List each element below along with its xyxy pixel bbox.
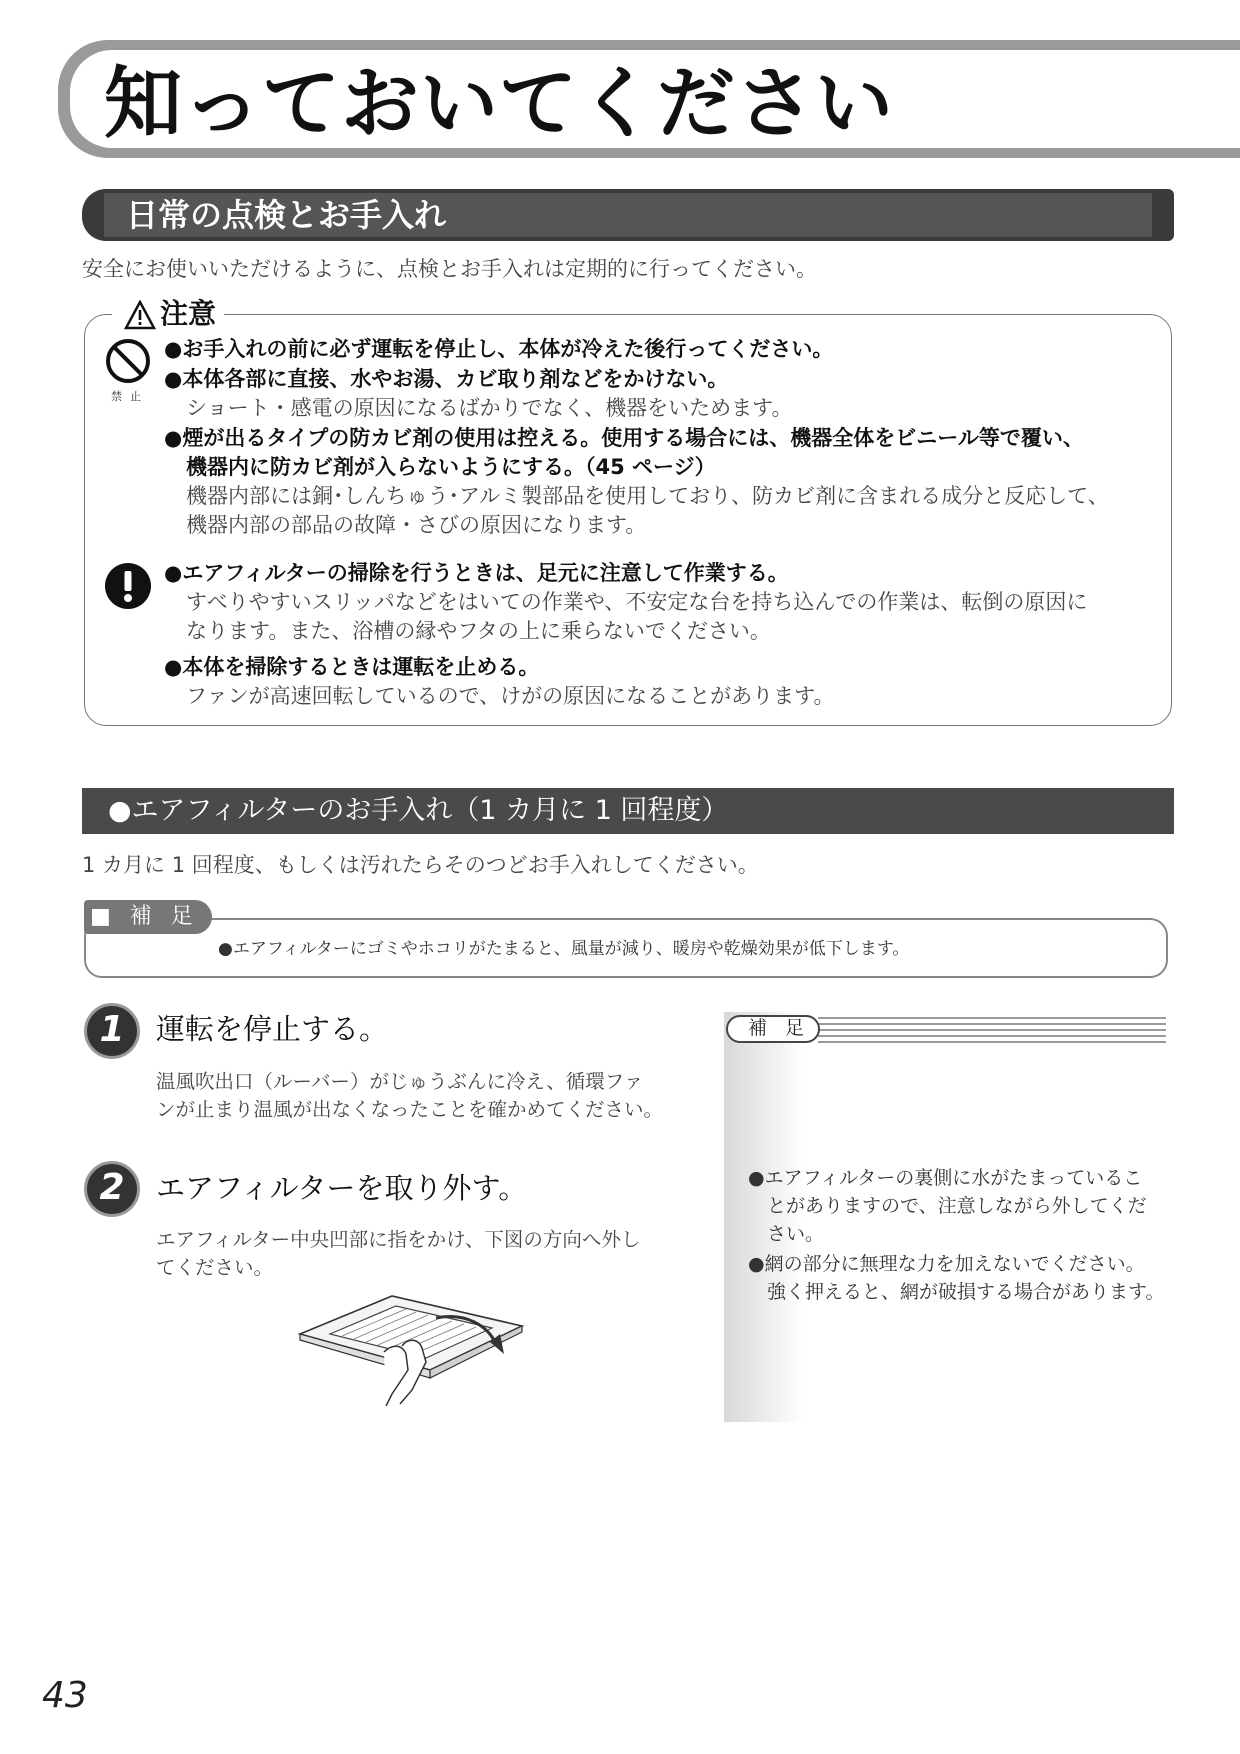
step-2-line-2: てください。	[156, 1256, 274, 1279]
page-number: 43	[42, 1675, 88, 1716]
step-1-number: 1	[84, 1003, 140, 1059]
supplement-label: ■ 補 足	[90, 904, 199, 929]
prohibit-icon-caption: 禁止	[111, 390, 149, 403]
section-intro: 安全にお使いいただけるように、点検とお手入れは定期的に行ってください。	[82, 257, 817, 281]
mandatory-exclamation-icon	[104, 562, 152, 610]
prohibit-icon	[105, 338, 151, 384]
caution-item-2-detail: ショート・感電の原因になるばかりでなく、機器をいためます。	[186, 396, 793, 420]
step-1-title: 運転を停止する。	[156, 1012, 389, 1046]
step-2-line-1: エアフィルター中央凹部に指をかけ、下図の方向へ外し	[156, 1228, 641, 1251]
supplement-text: ●エアフィルターにゴミやホコリがたまると、風量が減り、暖房や乾燥効果が低下します。	[218, 939, 910, 959]
caution-item-3-line2: 機器内に防カビ剤が入らないようにする。（45 ページ）	[186, 455, 716, 479]
side-note-decor-lines	[818, 1017, 1166, 1043]
side-note-line-1: ●エアフィルターの裏側に水がたまっているこ	[748, 1167, 1143, 1189]
side-note-line-2: とがありますので、注意しながら外してくだ	[748, 1195, 1147, 1217]
subsection-title: ●エアフィルターのお手入れ（1 カ月に 1 回程度）	[108, 795, 729, 826]
caution-item-3-detail-2: 機器内部の部品の故障・さびの原因になります。	[186, 513, 647, 537]
caution-item-1: ●お手入れの前に必ず運転を停止し、本体が冷えた後行ってください。	[164, 337, 834, 361]
step-1-line-2: ンが止まり温風が出なくなったことを確かめてください。	[156, 1098, 664, 1121]
step-2-number: 2	[84, 1161, 140, 1217]
caution-label: 注意	[160, 297, 217, 330]
caution-item-4: ●エアフィルターの掃除を行うときは、足元に注意して作業する。	[164, 561, 789, 585]
caution-item-4-detail-2: なります。また、浴槽の縁やフタの上に乗らないでください。	[186, 619, 771, 643]
filter-removal-illustration	[296, 1282, 526, 1406]
caution-item-3: ●煙が出るタイプの防カビ剤の使用は控える。使用する場合には、機器全体をビニール等で覆い、	[164, 426, 1084, 450]
side-note-line-3: さい。	[748, 1223, 825, 1245]
side-note-line-4: ●網の部分に無理な力を加えないでください。	[748, 1253, 1145, 1275]
side-note-label: 補 足	[748, 1017, 811, 1039]
caution-item-5-detail: ファンが高速回転しているので、けがの原因になることがあります。	[186, 684, 835, 708]
caution-item-5: ●本体を掃除するときは運転を止める。	[164, 655, 540, 679]
side-note-line-5: 強く押えると、網が破損する場合があります。	[748, 1281, 1165, 1303]
caution-item-2: ●本体各部に直接、水やお湯、カビ取り剤などをかけない。	[164, 367, 729, 391]
step-2-title: エアフィルターを取り外す。	[156, 1171, 528, 1205]
caution-item-3-detail-1: 機器内部には銅･しんちゅう･アルミ製部品を使用しており、防カビ剤に含まれる成分と反応して、	[186, 484, 1109, 508]
caution-item-4-detail-1: すべりやすいスリッパなどをはいての作業や、不安定な台を持ち込んでの作業は、転倒の原因に	[186, 590, 1088, 614]
step-1-line-1: 温風吹出口（ルーバー）がじゅうぶんに冷え、循環ファ	[156, 1070, 644, 1093]
section-title: 日常の点検とお手入れ	[126, 196, 447, 234]
warning-triangle-icon	[124, 300, 156, 330]
page-title: 知っておいてください	[104, 59, 895, 149]
subsection-intro: 1 カ月に 1 回程度、もしくは汚れたらそのつどお手入れしてください。	[82, 853, 759, 877]
